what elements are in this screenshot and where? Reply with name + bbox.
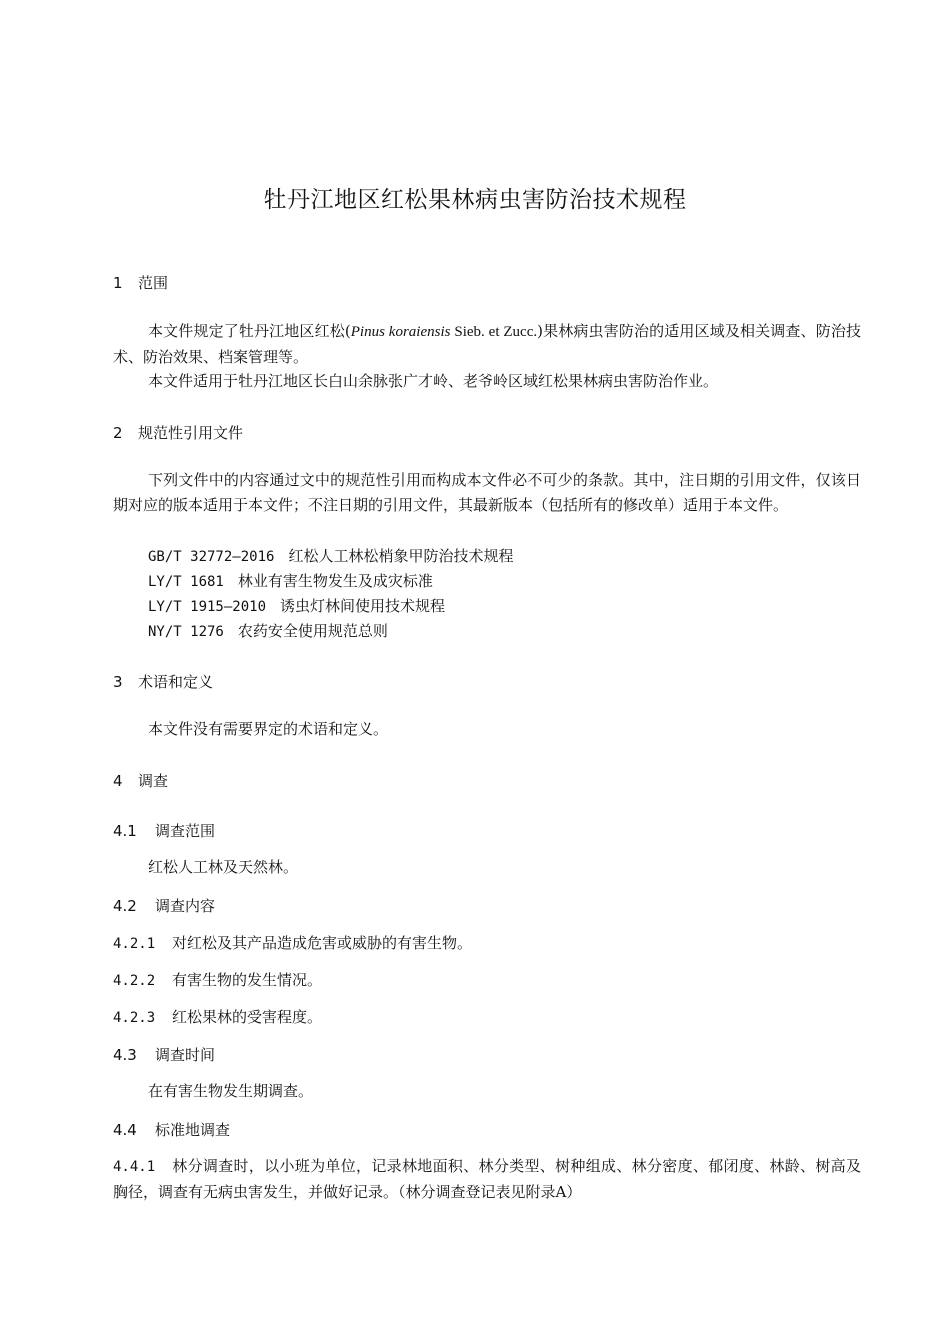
section-1-heading (113, 272, 168, 293)
normative-reference (148, 545, 513, 566)
clause-4-4-1 (113, 1154, 861, 1205)
clause-number: 4.2.1 (113, 936, 156, 952)
section-title: 范围 (138, 274, 169, 292)
reference-title: 农药安全使用规范总则 (237, 622, 388, 640)
subsection-number: 4.2 (113, 897, 137, 915)
section-title: 术语和定义 (138, 673, 214, 691)
latin-genus-species: Pinus koraiensis (350, 324, 451, 340)
document-title: 牡丹江地区红松果林病虫害防治技术规程 (263, 187, 687, 213)
subsection-title: 调查内容 (155, 897, 216, 915)
section-number: 2 (113, 424, 123, 442)
reference-title: 林业有害生物发生及成灾标准 (237, 572, 433, 590)
clause-text: 红松果林的受害程度。 (172, 1008, 323, 1026)
subsection-4-1-paragraph: 红松人工林及天然林。 (148, 858, 299, 876)
normative-reference (148, 570, 433, 591)
reference-code: GB/T 32772—2016 (148, 549, 275, 565)
reference-code: LY/T 1681 (148, 574, 224, 590)
text-run: 本文件规定了牡丹江地区红松( (148, 322, 351, 340)
clause-item (113, 1006, 322, 1027)
reference-title: 红松人工林松梢象甲防治技术规程 (288, 547, 514, 565)
clause-number: 4.2.2 (113, 973, 156, 989)
subsection-4-4-heading (113, 1119, 230, 1140)
subsection-title: 标准地调查 (155, 1121, 231, 1139)
subsection-number: 4.3 (113, 1046, 137, 1064)
section-2-heading (113, 422, 243, 443)
section-4-heading (113, 770, 168, 791)
text-run: )果林病虫害防治的适用区域及相关调查、防治技术、防治效果、档案管理等。 (113, 322, 861, 366)
subsection-4-3-heading (113, 1044, 215, 1065)
section-title: 规范性引用文件 (138, 424, 244, 442)
reference-code: LY/T 1915—2010 (148, 599, 267, 615)
subsection-title: 调查时间 (155, 1046, 216, 1064)
section-title: 调查 (138, 772, 169, 790)
normative-reference (148, 620, 388, 641)
reference-code: NY/T 1276 (148, 624, 224, 640)
clause-number: 4.2.3 (113, 1010, 156, 1026)
clause-item (113, 932, 472, 953)
section-3-heading (113, 671, 213, 692)
section-1-paragraph-1 (113, 319, 861, 370)
section-number: 4 (113, 772, 123, 790)
subsection-4-3-paragraph: 在有害生物发生期调查。 (148, 1082, 314, 1100)
subsection-title: 调查范围 (155, 822, 216, 840)
clause-number: 4.4.1 (113, 1159, 156, 1175)
normative-reference (148, 595, 445, 616)
latin-authority: Sieb. et Zucc. (450, 324, 538, 340)
clause-text: 对红松及其产品造成危害或威胁的有害生物。 (172, 934, 473, 952)
subsection-4-2-heading (113, 895, 215, 916)
clause-text: 林分调查时，以小班为单位，记录林地面积、林分类型、树种组成、林分密度、郁闭度、林龄、树高及胸径，调查有无病虫害发生，并做好记录。（林分调查登记表见附录A） (113, 1157, 861, 1201)
reference-title: 诱虫灯林间使用技术规程 (280, 597, 446, 615)
section-1-paragraph-2: 本文件适用于牡丹江地区长白山余脉张广才岭、老爷岭区域红松果林病虫害防治作业。 (148, 372, 719, 390)
subsection-4-1-heading (113, 820, 215, 841)
clause-item (113, 969, 322, 990)
section-number: 3 (113, 673, 123, 691)
subsection-number: 4.1 (113, 822, 137, 840)
subsection-number: 4.4 (113, 1121, 137, 1139)
clause-text: 有害生物的发生情况。 (172, 971, 323, 989)
latin-name (351, 324, 537, 340)
section-2-paragraph: 下列文件中的内容通过文中的规范性引用而构成本文件必不可少的条款。其中，注日期的引用文件，仅该日期对应的版本适用于本文件；不注日期的引用文件，其最新版本（包括所有的修改单）适用于本文件。 (113, 471, 861, 514)
section-3-paragraph: 本文件没有需要界定的术语和定义。 (148, 720, 389, 738)
section-number: 1 (113, 274, 123, 292)
